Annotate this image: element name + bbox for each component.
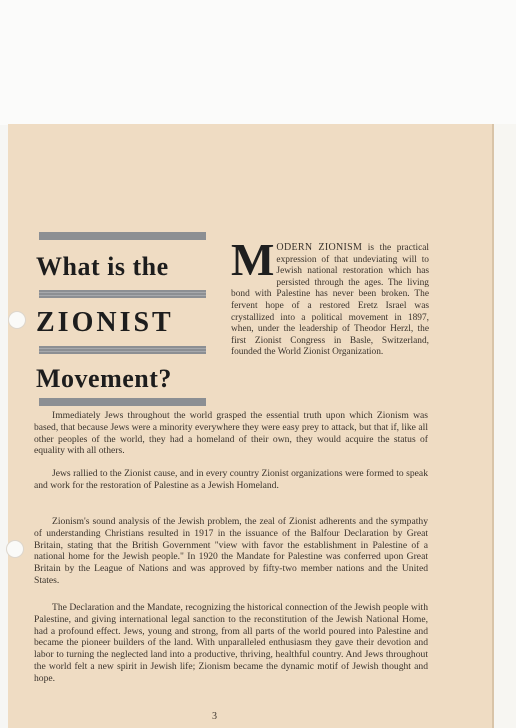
title-bar: [39, 232, 206, 240]
title-bar: [39, 346, 206, 354]
intro-smallcaps: ODERN ZIONISM: [276, 242, 363, 253]
paragraph-text: Jews rallied to the Zionist cause, and in every country Zionist organizations were formed to speak and work for the restoration of Palestine as a Jewish Homeland.: [34, 468, 428, 491]
title-bar: [39, 290, 206, 298]
punch-hole-lower: [6, 540, 24, 558]
background-above-page: [0, 0, 516, 125]
intro-paragraph: [231, 234, 429, 359]
intro-text: is the practical expression of that undeviating will to Jewish national restoration which has persisted through the ages. The living bond with Palestine has never been broken. The fervent hope of a restored Eretz Israel was crystallized into a political movement in 1897, when, under the leadership of Theodor Herzl, the first Zionist Congress in Basle, Switzerland, founded the World Zionist Organization.: [231, 243, 429, 358]
title-line-2: ZIONIST: [36, 307, 174, 338]
title-block: [36, 232, 208, 406]
title-line-1: What is the: [36, 252, 169, 281]
paragraph: [34, 468, 428, 492]
paragraph: [34, 602, 428, 685]
paragraph-text: Zionism's sound analysis of the Jewish problem, the zeal of Zionist adherents and the sympathy of understanding Christians resulted in 1917 in the issuance of the Balfour Declaration by Great Britain, stating that the British Government "view with favor the establishment in Palestine of a national home for the Jewish people." In 1920 the Mandate for Palestine was conferred upon Great Britain by the League of Nations and was approved by fifty-two member nations and the United States.: [34, 516, 428, 586]
drop-cap: M: [231, 234, 275, 285]
title-bar: [39, 398, 206, 406]
paragraph: [34, 516, 428, 587]
punch-hole-upper: [8, 311, 26, 329]
background-right: [494, 124, 516, 728]
paragraph-text: The Declaration and the Mandate, recognizing the historical connection of the Jewish people with Palestine, and giving international legal sanction to the reconstitution of the Jewish National Home, had a profound effect. Jews, young and strong, from all parts of the world poured into Palestine and became the pioneer builders of the land. With unparalleled enthusiasm they gave their devotion and labor to turning the neglected land into a productive, thriving, healthful country. And Jews throughout the world felt a new spirit in Jewish life; Zionism became the dynamic motif of Jewish thought and hope.: [34, 602, 428, 684]
title-line-3: Movement?: [36, 364, 172, 393]
page-number: 3: [212, 711, 217, 722]
paragraph: [34, 410, 428, 457]
paragraph-text: Immediately Jews throughout the world grasped the essential truth upon which Zionism was based, that because Jews were a minority everywhere they were easy prey to attack, but that if, like all other peoples of the world, they had a homeland of their own, they would acquire the status of equality with all others.: [34, 410, 428, 457]
